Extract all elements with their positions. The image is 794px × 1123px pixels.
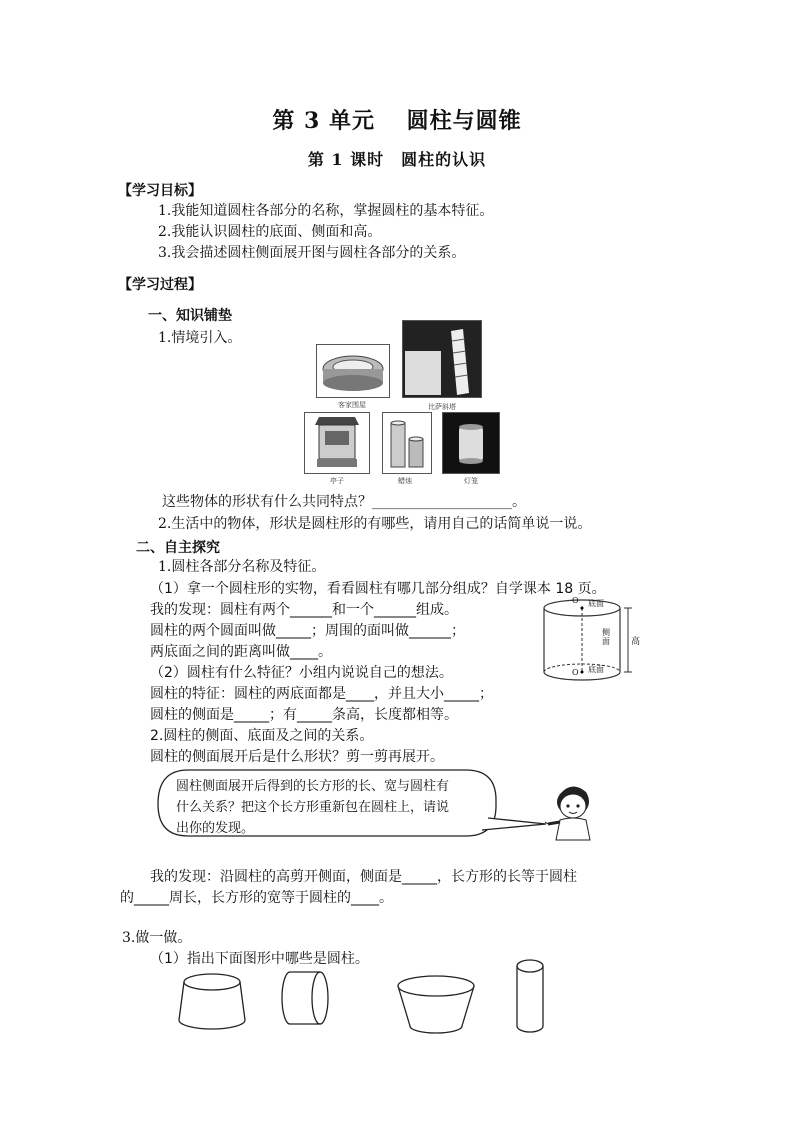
candles-photo [382, 412, 432, 474]
page-title: 第 3 单元 圆柱与圆锥 [272, 108, 522, 134]
objective-3: 3.我会描述圆柱侧面展开图与圆柱各部分的关系。 [158, 245, 466, 261]
part3-item: 3.做一做。 [122, 930, 192, 946]
lateral-face-label: 侧面 [602, 628, 610, 646]
step2-text: （2）圆柱有什么特征？小组内说说自己的想法。 [150, 665, 453, 681]
part2-item1: 1.圆柱各部分名称及特征。 [158, 559, 326, 575]
objectives-heading: 【学习目标】 [118, 183, 202, 199]
part3-step1: （1）指出下面图形中哪些是圆柱。 [150, 951, 369, 967]
caption-lantern: 灯笼 [464, 477, 478, 485]
leaning-tower-photo [402, 320, 482, 398]
naming-line: 圆柱的两个圆面叫做_____；周围的面叫做______； [150, 623, 465, 639]
boy-illustration [544, 782, 600, 840]
height-label: 高 [631, 637, 641, 647]
top-base-label: 底面 [588, 599, 604, 608]
objective-2: 2.我能认识圆柱的底面、侧面和高。 [158, 224, 382, 240]
speech-bubble [154, 768, 550, 848]
hakka-roundhouse-photo [316, 344, 390, 398]
vertical-cylinder-shape[interactable] [514, 958, 550, 1034]
caption-candles: 蜡烛 [398, 477, 412, 485]
question-common-feature: 这些物体的形状有什么共同特点？____________________。 [162, 494, 526, 510]
finding-unfold-1: 我的发现：沿圆柱的高剪开侧面，侧面是_____，长方形的长等于圆柱 [150, 869, 577, 885]
center-bottom-label: O [572, 668, 579, 677]
height-line: 两底面之间的距离叫做____。 [150, 644, 332, 660]
bubble-line-2: 什么关系？把这个长方形重新包在圆柱上，请说 [176, 800, 450, 815]
part2-heading: 二、自主探究 [136, 540, 220, 556]
caption-tower: 比萨斜塔 [428, 403, 456, 411]
features-line: 圆柱的特征：圆柱的两底面都是____，并且大小_____； [150, 686, 493, 702]
bubble-line-1: 圆柱侧面展开后得到的长方形的长、宽与圆柱有 [176, 779, 450, 794]
center-top-label: O [572, 596, 579, 605]
process-heading: 【学习过程】 [118, 277, 202, 293]
part2-item2: 2.圆柱的侧面、底面及之间的关系。 [150, 728, 374, 744]
bubble-line-3: 出你的发现。 [176, 821, 255, 836]
lateral-line: 圆柱的侧面是_____；有_____条高，长度都相等。 [150, 707, 458, 723]
step1-text: （1）拿一个圆柱形的实物，看看圆柱有哪几部分组成？自学课本 18 页。 [150, 581, 606, 597]
frustum-shape-1[interactable] [176, 970, 256, 1034]
unfold-question: 圆柱的侧面展开后是什么形状？剪一剪再展开。 [150, 749, 444, 765]
lantern-photo [442, 412, 500, 474]
part1-heading: 一、知识铺垫 [148, 308, 232, 324]
part1-item1: 1.情境引入。 [158, 330, 242, 346]
finding-parts-line: 我的发现：圆柱有两个______和一个______组成。 [150, 602, 458, 618]
lesson-subtitle: 第 1 课时 圆柱的认识 [307, 150, 487, 169]
horizontal-cylinder-shape[interactable] [282, 970, 342, 1030]
frustum-shape-2[interactable] [394, 972, 480, 1038]
bottom-base-label: 底面 [588, 665, 604, 674]
caption-hakka: 客家围屋 [338, 401, 366, 409]
finding-unfold-2: 的_____周长，长方形的宽等于圆柱的____。 [120, 890, 393, 906]
question-daily-objects: 2.生活中的物体，形状是圆柱形的有哪些，请用自己的话简单说一说。 [158, 516, 592, 532]
caption-pavilion: 亭子 [330, 477, 344, 485]
pavilion-photo [304, 412, 370, 474]
cylinder-parts-diagram [540, 596, 640, 688]
objective-1: 1.我能知道圆柱各部分的名称，掌握圆柱的基本特征。 [158, 203, 494, 219]
